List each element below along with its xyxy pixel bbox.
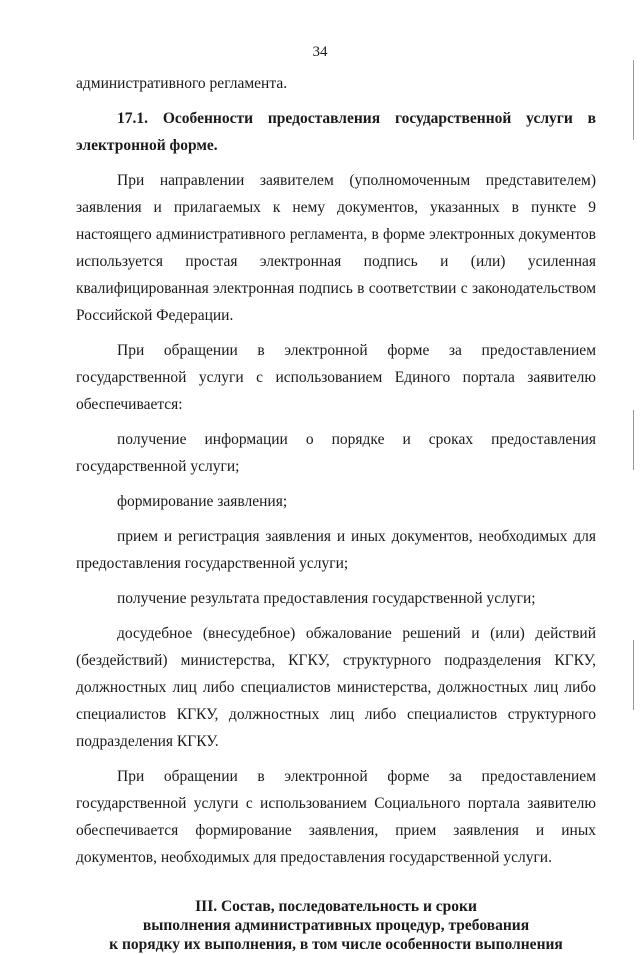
paragraph-unified-portal-intro: При обращении в электронной форме за предоставлением государственной услуги с использованием Единого портала заявителю обеспечивается: xyxy=(76,342,596,413)
section-title-line: III. Состав, последовательность и сроки xyxy=(195,898,477,915)
paragraph-electronic-signature: При направлении заявителем (уполномоченным представителем) заявления и прилагаемых к нему документов, указанных в пункте 9 настоящего административного регламента, в форме электронных документов используется простая электронная подпись и (или) усиленная квалифицированная электронная подпись в соответствии с законодательством Российской Федерации. xyxy=(76,172,596,324)
scan-edge-mark xyxy=(633,640,634,710)
list-item-reception: прием и регистрация заявления и иных документов, необходимых для предоставления государственной услуги; xyxy=(76,528,596,572)
list-item-application-forming: формирование заявления; xyxy=(117,493,288,510)
section-17-1-heading: 17.1. Особенности предоставления государственной услуги в электронной форме. xyxy=(76,110,596,154)
paragraph-continuation: административного регламента. xyxy=(76,75,288,92)
list-item-appeal: досудебное (внесудебное) обжалование решений и (или) действий (бездействий) министерства, КГКУ, структурного подразделения КГКУ, должностных лиц либо специалистов министерства, должностных лиц либо специалистов КГКУ, должностных лиц либо специалистов структурного подразделения КГКУ. xyxy=(76,625,596,750)
document-body xyxy=(76,70,596,954)
paragraph-social-portal: При обращении в электронной форме за предоставлением государственной услуги с использованием Социального портала заявителю обеспечивается формирование заявления, прием заявления и иных документов, необходимых для предоставления государственной услуги. xyxy=(76,768,596,866)
section-title-line: к порядку их выполнения, в том числе особенности выполнения xyxy=(109,936,563,953)
list-item-information: получение информации о порядке и сроках предоставления государственной услуги; xyxy=(76,431,596,475)
scan-edge-mark xyxy=(633,410,634,470)
scan-edge-mark xyxy=(633,60,634,140)
page-number: 34 xyxy=(312,44,328,60)
section-title-line: выполнения административных процедур, требования xyxy=(142,917,530,934)
list-item-result: получение результата предоставления государственной услуги; xyxy=(117,590,536,607)
section-3-title xyxy=(76,897,596,954)
